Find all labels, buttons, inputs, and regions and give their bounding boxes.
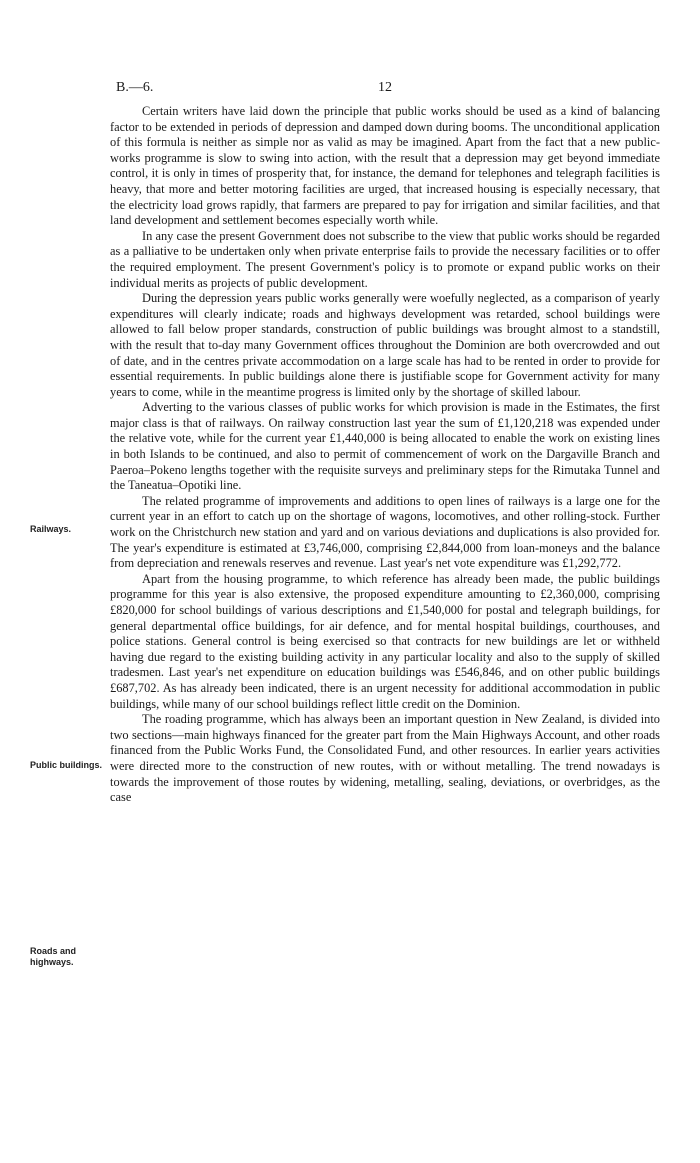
paragraph-depression-years: During the depression years public works generally were woefully neglected, as a comparison of yearly expenditures will clearly indicate; roads and highways development was retarded, school buildings were allowed to fall below proper standards, construction of public buildings was brought almost to a standstill, with the result that to-day many Government offices throughout the Dominion are both overcrowded and out of date, and in the centres private accommodation on a large scale has had to be rented in order to provide for essential requirements. In public buildings alone there is justifiable scope for Government activity for many years to come, while in the meantime progress is limited only by the shortage of skilled labour. [110, 291, 660, 399]
document-reference: B.—6. [116, 80, 154, 95]
paragraph-roading-programme: The roading programme, which has always been an important question in New Zealand, is divided into two sections—main highways financed for the greater part from the Main Highways Account, and other roads financed from the Public Works Fund, the Consolidated Fund, and other resources. In earlier years activities were directed more to the construction of new routes, with or without metalling. The trend nowadays is towards the improvement of those routes by widening, metalling, sealing, deviations, or overbridges, as the case [110, 712, 660, 805]
paragraph-public-buildings: Apart from the housing programme, to which reference has already been made, the public buildings programme for this year is also extensive, the proposed expenditure amounting to £2,360,000, comprising £820,000 for school buildings of various descriptions and £1,540,000 for postal and telegraph buildings, for general departmental office buildings, for air defence, and for mental hospital buildings, courthouses, and police stations. General control is being exercised so that contracts for new buildings are let or withheld having due regard to the existing building activity in any particular locality and also to the supply of skilled tradesmen. Last year's net expenditure on education buildings was £546,846, and on other public buildings £687,702. As has already been indicated, there is an urgent necessity for additional accommodation in public buildings, while many of our school buildings reflect little credit on the Dominion. [110, 571, 660, 711]
body-text [110, 104, 660, 806]
paragraph-railway-improvements: The related programme of improvements and additions to open lines of railways is a large one for the current year in an effort to catch up on the shortage of wagons, locomotives, and other rolling-stock. Further work on the Christchurch new station and yard and on various deviations and duplications is also provided for. The year's expenditure is estimated at £3,746,000, comprising £2,844,000 from loan-moneys and the balance from depreciation and renewals reserves and revenue. Last year's net vote expenditure was £1,292,772. [110, 493, 660, 571]
paragraph-railways: Adverting to the various classes of public works for which provision is made in the Estimates, the first major class is that of railways. On railway construction last year the sum of £1,120,218 was expended under the relative vote, while for the current year £1,440,000 is being allocated to enable the work on existing lines in both Islands to be continued, and also to permit of commencement of work on the Dargaville Branch and Paeroa–Pokeno lengths together with the requisite surveys and preliminary steps for the Rimutaka Tunnel and the Taneatua–Opotiki line. [110, 400, 660, 493]
margin-note-railways: Railways. [30, 524, 72, 534]
margin-note-roads-highways: Roads and highways. [30, 946, 77, 967]
page-number: 12 [378, 80, 392, 95]
paragraph-public-works-principle: Certain writers have laid down the principle that public works should be used as a kind of balancing factor to be extended in periods of depression and damped down during booms. The unconditional application of this formula is neither as simple nor as valid as may be imagined. Apart from the fact that a new public-works programme is slow to swing into action, with the result that a depression may get beyond immediate control, it is only in times of prosperity that, for instance, the demand for telephones and telegraph facilities is heavy, that more and better motoring facilities are urged, that increased housing is especially necessary, that the electricity load grows rapidly, that farmers are prepared to pay for irrigation and similar facilities, and that land development and settlement becomes especially worth while. [110, 104, 660, 228]
margin-note-public-buildings: Public buildings. [30, 760, 102, 770]
page-header [116, 80, 660, 100]
paragraph-government-view: In any case the present Government does not subscribe to the view that public works should be regarded as a palliative to be undertaken only when private enterprise fails to provide the necessary facilities or to offer the required employment. The present Government's policy is to promote or expand public works on their individual merits as projects of public development. [110, 228, 660, 290]
